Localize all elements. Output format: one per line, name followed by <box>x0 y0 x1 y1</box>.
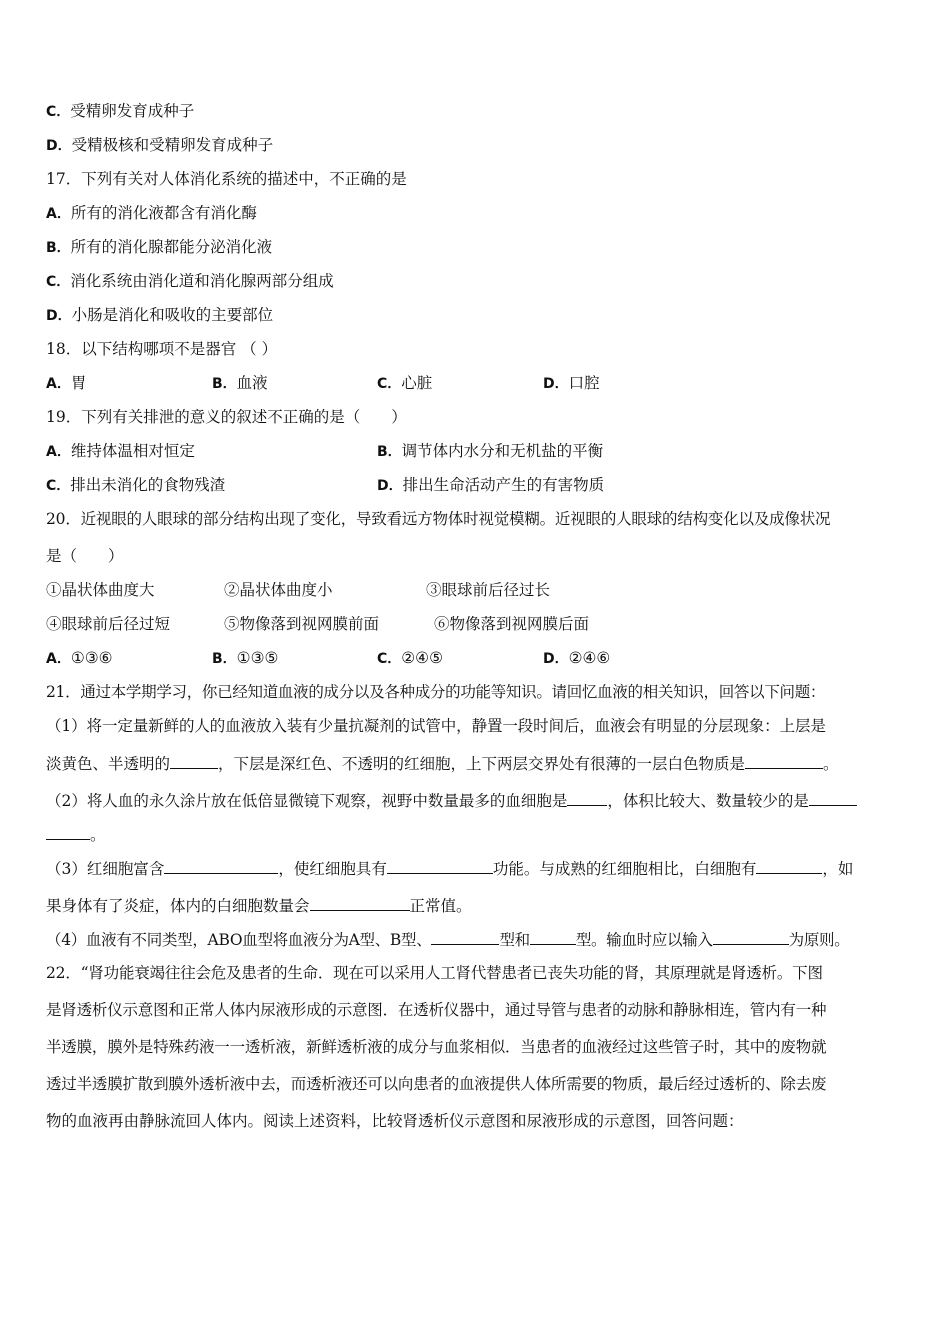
q16-option-c: C．受精卵发育成种子 <box>46 102 195 120</box>
answer-blank[interactable] <box>745 752 823 769</box>
q18-option-d: D．口腔 <box>543 374 600 392</box>
q20-option-c: C．②④⑤ <box>377 649 443 667</box>
q18-option-c: C．心脏 <box>377 374 433 392</box>
q20-item-2: ②晶状体曲度小 <box>224 581 333 599</box>
answer-blank[interactable] <box>756 857 822 874</box>
answer-blank[interactable] <box>170 752 218 769</box>
q20-option-d: D．②④⑥ <box>543 649 611 667</box>
q17-stem: 17．下列有关对人体消化系统的描述中，不正确的是 <box>46 170 407 188</box>
answer-blank[interactable] <box>567 789 607 806</box>
q21-part3-line1: （3）红细胞富含 ，使红细胞具有 功能。与成熟的红细胞相比，白细胞有 ，如 <box>46 857 853 880</box>
q21-part2-line1: （2）将人血的永久涂片放在低倍显微镜下观察，视野中数量最多的血细胞是 ，体积比较大、数量较少的是 <box>46 789 857 812</box>
q20-item-1: ①晶状体曲度大 <box>46 581 155 599</box>
q21-stem: 21．通过本学期学习，你已经知道血液的成分以及各种成分的功能等知识。请回忆血液的相关知识，回答以下问题： <box>46 683 826 701</box>
q22-line4: 透过半透膜扩散到膜外透析液中去，而透析液还可以向患者的血液提供人体所需要的物质，最后经过透析的、除去废 <box>46 1075 827 1093</box>
q22-line5: 物的血液再由静脉流回人体内。阅读上述资料，比较肾透析仪示意图和尿液形成的示意图，回答问题： <box>46 1112 744 1130</box>
q19-option-c: C．排出未消化的食物残渣 <box>46 476 226 494</box>
q21-part3-line2: 果身体有了炎症，体内的白细胞数量会 正常值。 <box>46 894 472 917</box>
answer-blank[interactable] <box>809 789 857 806</box>
answer-blank[interactable] <box>387 857 493 874</box>
q19-option-d: D．排出生命活动产生的有害物质 <box>377 476 605 494</box>
q22-line1: 22．“肾功能衰竭往往会危及患者的生命．现在可以采用人工肾代替患者已丧失功能的肾，其原理就是肾透析。下图 <box>46 964 823 982</box>
q17-option-b: B．所有的消化腺都能分泌消化液 <box>46 238 273 256</box>
q17-option-c: C．消化系统由消化道和消化腺两部分组成 <box>46 272 334 290</box>
answer-blank[interactable] <box>46 823 90 840</box>
q21-part1-line2: 淡黄色、半透明的 ，下层是深红色、不透明的红细胞，上下两层交界处有很薄的一层白色物质是 。 <box>46 752 839 775</box>
q20-option-a: A．①③⑥ <box>46 649 113 667</box>
q20-item-3: ③眼球前后径过长 <box>426 581 551 599</box>
q22-line2: 是肾透析仪示意图和正常人体内尿液形成的示意图．在透析仪器中，通过导管与患者的动脉和静脉相连，管内有一种 <box>46 1001 827 1019</box>
q19-option-a: A．维持体温相对恒定 <box>46 442 195 460</box>
answer-blank[interactable] <box>164 857 278 874</box>
answer-blank[interactable] <box>713 928 789 945</box>
answer-blank[interactable] <box>310 894 410 911</box>
q20-item-6: ⑥物像落到视网膜后面 <box>434 615 590 633</box>
q18-option-a: A．胃 <box>46 374 87 392</box>
q20-option-b: B．①③⑤ <box>212 649 279 667</box>
q20-item-4: ④眼球前后径过短 <box>46 615 171 633</box>
q19-stem: 19．下列有关排泄的意义的叙述不正确的是（ ） <box>46 408 407 426</box>
q21-part1-line1: （1）将一定量新鲜的人的血液放入装有少量抗凝剂的试管中，静置一段时间后，血液会有明显的分层现象：上层是 <box>46 717 826 735</box>
answer-blank[interactable] <box>431 928 499 945</box>
q16-option-d: D．受精极核和受精卵发育成种子 <box>46 136 274 154</box>
q20-item-5: ⑤物像落到视网膜前面 <box>224 615 380 633</box>
q20-stem-line2: 是（ ） <box>46 547 124 565</box>
q22-line3: 半透膜，膜外是特殊药液一一透析液，新鲜透析液的成分与血浆相似．当患者的血液经过这些管子时，其中的废物就 <box>46 1038 827 1056</box>
q20-stem-line1: 20．近视眼的人眼球的部分结构出现了变化，导致看远方物体时视觉模糊。近视眼的人眼球的结构变化以及成像状况 <box>46 510 831 528</box>
q17-option-d: D．小肠是消化和吸收的主要部位 <box>46 306 274 324</box>
q18-option-b: B．血液 <box>212 374 268 392</box>
q21-part4: （4）血液有不同类型，ABO血型将血液分为A型、B型、 型和 型。输血时应以输入 为原则。 <box>46 928 849 951</box>
q21-part2-line2: 。 <box>46 823 106 846</box>
answer-blank[interactable] <box>530 928 576 945</box>
q18-stem: 18．以下结构哪项不是器官 （ ） <box>46 340 278 358</box>
q19-option-b: B．调节体内水分和无机盐的平衡 <box>377 442 604 460</box>
q17-option-a: A．所有的消化液都含有消化酶 <box>46 204 257 222</box>
